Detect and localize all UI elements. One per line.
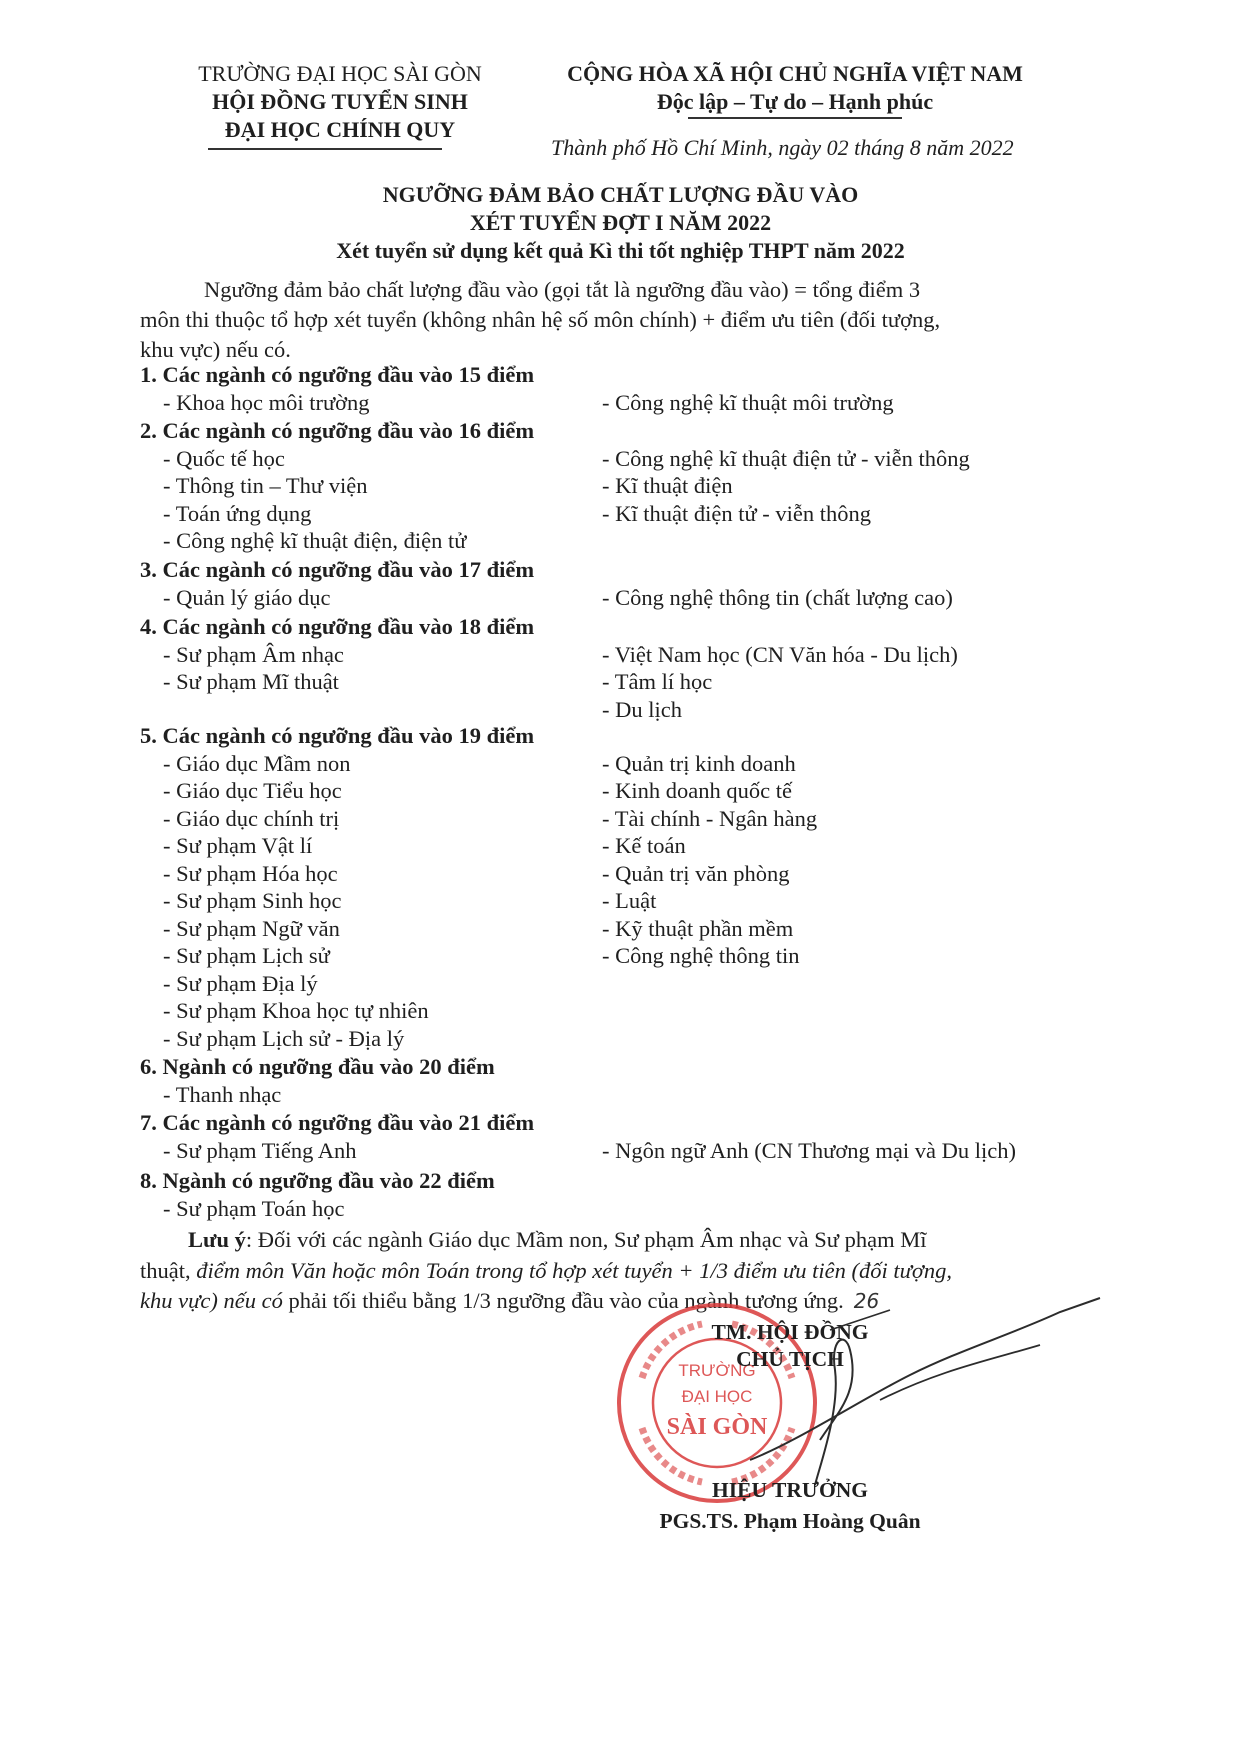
program-item: - Quản lý giáo dục [163, 584, 331, 610]
section-heading: 5. Các ngành có ngưỡng đầu vào 19 điểm [140, 723, 535, 748]
program-item: - Sư phạm Mĩ thuật [163, 669, 339, 694]
signer-name: PGS.TS. Phạm Hoàng Quân [659, 1509, 921, 1533]
seal-text-3: SÀI GÒN [666, 1414, 768, 1440]
program-item: - Giáo dục Mầm non [163, 750, 351, 776]
program-item: - Sư phạm Tiếng Anh [163, 1137, 357, 1163]
council-name: HỘI ĐỒNG TUYỂN SINH [212, 89, 468, 114]
section-heading: 7. Các ngành có ngưỡng đầu vào 21 điểm [140, 1110, 535, 1135]
program-item: - Sư phạm Hóa học [163, 860, 338, 886]
note-italic: điểm môn Văn hoặc môn Toán trong tổ hợp xét tuyển + 1/3 điểm ưu tiên (đối tượng, [196, 1257, 952, 1283]
program-item: - Giáo dục chính trị [163, 805, 340, 831]
program-item: - Sư phạm Khoa học tự nhiên [163, 998, 429, 1023]
note-italic: khu vực) nếu có [140, 1288, 283, 1313]
program-item: - Toán ứng dụng [163, 500, 312, 526]
program-item: - Công nghệ kĩ thuật điện tử - viễn thông [602, 445, 970, 471]
section-heading: 4. Các ngành có ngưỡng đầu vào 18 điểm [140, 614, 535, 639]
program-item: - Quản trị văn phòng [602, 860, 790, 886]
section-heading: 3. Các ngành có ngưỡng đầu vào 17 điểm [140, 557, 535, 582]
section-heading: 6. Ngành có ngưỡng đầu vào 20 điểm [140, 1054, 495, 1079]
program-item: - Kỹ thuật phần mềm [602, 915, 794, 941]
program-item: - Sư phạm Sinh học [163, 888, 342, 913]
program-item: - Kĩ thuật điện tử - viễn thông [602, 500, 872, 526]
signer-block [650, 1478, 930, 1534]
program-item: - Tâm lí học [602, 669, 713, 694]
program-item: - Luật [602, 888, 657, 913]
program-item: - Sư phạm Địa lý [163, 970, 318, 996]
program-item: - Thông tin – Thư viện [163, 473, 368, 498]
program-item: - Du lịch [602, 696, 682, 722]
intro-line: Ngưỡng đảm bảo chất lượng đầu vào (gọi tắt là ngưỡng đầu vào) = tổng điểm 3 [204, 277, 921, 302]
program-item: - Sư phạm Ngữ văn [163, 915, 340, 941]
school-name: TRƯỜNG ĐẠI HỌC SÀI GÒN [198, 61, 482, 86]
program-item: - Sư phạm Lịch sử [163, 943, 330, 968]
header-left [190, 60, 490, 144]
seal-text-1: TRƯỜNG [678, 1361, 756, 1380]
doc-title-line1: NGƯỠNG ĐẢM BẢO CHẤT LƯỢNG ĐẦU VÀO [382, 182, 859, 207]
intro-line: môn thi thuộc tổ hợp xét tuyển (không nhân hệ số môn chính) + điểm ưu tiên (đối tượng, [140, 307, 941, 332]
signer-position: HIỆU TRƯỞNG [712, 1478, 868, 1502]
program-item: - Quốc tế học [163, 445, 285, 471]
initials-mark: 26 [853, 1289, 880, 1313]
header-left-rule [208, 148, 442, 150]
section-heading: 1. Các ngành có ngưỡng đầu vào 15 điểm [140, 362, 535, 387]
seal-text-2: ĐẠI HỌC [681, 1387, 753, 1406]
motto: Độc lập – Tự do – Hạnh phúc [656, 89, 934, 114]
header-right-rule [688, 117, 902, 119]
note-text: thuật, [140, 1257, 197, 1283]
country-name: CỘNG HÒA XÃ HỘI CHỦ NGHĨA VIỆT NAM [567, 61, 1023, 86]
program-item: - Công nghệ thông tin [602, 943, 800, 968]
section-heading: 2. Các ngành có ngưỡng đầu vào 16 điểm [140, 418, 535, 443]
doc-title-line2: XÉT TUYỂN ĐỢT I NĂM 2022 [469, 210, 772, 235]
program-item: - Tài chính - Ngân hàng [602, 805, 818, 831]
note-label: Lưu ý [188, 1227, 246, 1252]
note-text: phải tối thiểu bằng 1/3 ngưỡng đầu vào của ngành tương ứng. [282, 1288, 844, 1313]
program-item: - Ngôn ngữ Anh (CN Thương mại và Du lịch) [602, 1137, 1016, 1163]
program-item: - Sư phạm Vật lí [163, 833, 313, 858]
note-text: : Đối với các ngành Giáo dục Mầm non, Sư phạm Âm nhạc và Sư phạm Mĩ [245, 1227, 927, 1252]
doc-title-line3: Xét tuyển sử dụng kết quả Kì thi tốt nghiệp THPT năm 2022 [336, 238, 905, 263]
program-item: - Kinh doanh quốc tế [602, 778, 792, 803]
program-item: - Khoa học môi trường [163, 389, 370, 415]
sign-role-1: TM. HỘI ĐỒNG [711, 1320, 869, 1344]
intro-line: khu vực) nếu có. [140, 337, 291, 362]
issue-date: Thành phố Hồ Chí Minh, ngày 02 tháng 8 năm 2022 [551, 135, 1014, 160]
program-item: - Sư phạm Toán học [163, 1195, 345, 1221]
program-item: - Công nghệ kĩ thuật môi trường [602, 389, 894, 415]
program-item: - Sư phạm Lịch sử - Địa lý [163, 1025, 405, 1051]
header-right [545, 60, 1045, 116]
program-item: - Công nghệ thông tin (chất lượng cao) [602, 584, 953, 610]
program-item: - Giáo dục Tiểu học [163, 778, 342, 803]
program-item: - Kế toán [602, 833, 686, 858]
program-item: - Việt Nam học (CN Văn hóa - Du lịch) [602, 641, 958, 667]
intro-paragraph [140, 275, 1030, 365]
sign-role-2: CHỦ TỊCH [736, 1347, 844, 1371]
program-item: - Sư phạm Âm nhạc [163, 641, 344, 667]
section-heading: 8. Ngành có ngưỡng đầu vào 22 điểm [140, 1168, 495, 1193]
program-item: - Kĩ thuật điện [602, 473, 733, 498]
program-item: - Thanh nhạc [163, 1081, 282, 1107]
program-item: - Công nghệ kĩ thuật điện, điện tử [163, 528, 467, 553]
program-item: - Quản trị kinh doanh [602, 750, 796, 776]
handwritten-signature [740, 1290, 1120, 1490]
council-subtitle: ĐẠI HỌC CHÍNH QUY [224, 117, 456, 142]
